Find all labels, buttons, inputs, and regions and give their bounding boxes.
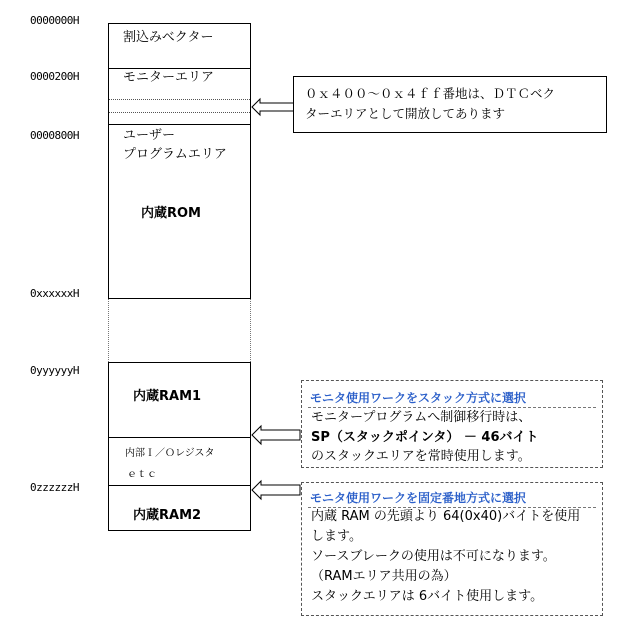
vector-area-label: 割込みベクター	[123, 30, 214, 45]
dotted-divider-dtc-top	[109, 99, 250, 100]
address-label-0000800: 0000800H	[30, 129, 79, 142]
address-label-zzzzzz: 0zzzzzzH	[30, 481, 79, 494]
fixed-method-box	[301, 482, 603, 616]
user-area-label-1: ユーザー	[123, 128, 176, 143]
address-label-0000000: 0000000H	[30, 14, 79, 27]
dtc-note-line-2: ターエリアとして開放してあります	[305, 106, 506, 121]
stack-method-box	[301, 380, 603, 468]
stack-method-line-2: SP（スタックポインタ） － 46バイト	[311, 430, 539, 445]
divider-io	[109, 437, 250, 438]
etc-label: ｅｔｃ	[127, 469, 157, 480]
fixed-method-line-1: 内蔵 RAM の先頭より 64(0x40)バイトを使用	[311, 509, 581, 524]
ram1-label: 内蔵RAM1	[133, 389, 202, 404]
dotted-divider-dtc-bottom	[109, 112, 250, 113]
unused-gap	[108, 299, 251, 362]
address-label-yyyyyy: 0yyyyyyH	[30, 364, 79, 377]
fixed-method-line-5: スタックエリアは 6バイト使用します。	[311, 589, 544, 604]
fixed-method-line-2: します。	[311, 529, 362, 544]
fixed-method-line-3: ソースブレークの使用は不可になります。	[311, 549, 556, 564]
fixed-method-line-4: （RAMエリア共用の為）	[311, 569, 457, 584]
stack-method-line-1: モニタープログラムへ制御移行時は、	[311, 410, 532, 425]
arrow-fixed	[250, 480, 302, 500]
stack-method-heading: モニタ使用ワークをスタック方式に選択	[310, 391, 527, 405]
user-area-label-2: プログラムエリア	[123, 147, 227, 162]
fixed-method-heading: モニタ使用ワークを固定番地方式に選択	[310, 491, 527, 505]
divider-ram-start	[109, 362, 250, 363]
stack-method-line-3: のスタックエリアを常時使用します。	[311, 449, 531, 464]
monitor-area-label: モニターエリア	[123, 70, 215, 85]
arrow-dtc	[250, 98, 296, 116]
memory-map	[108, 23, 251, 531]
divider-ram2	[109, 485, 250, 486]
dtc-note-box	[293, 76, 607, 133]
address-label-xxxxxx: 0xxxxxxH	[30, 287, 79, 300]
address-label-0000200: 0000200H	[30, 70, 79, 83]
arrow-stack	[250, 425, 302, 445]
rom-label: 内蔵ROM	[141, 206, 201, 221]
divider-monitor	[109, 124, 250, 125]
io-register-label: 内部Ｉ／Ｏレジスタ	[125, 448, 215, 459]
dtc-note-line-1: ０ｘ４００～０ｘ４ｆｆ番地は、ＤＴＣベク	[305, 86, 556, 101]
ram2-label: 内蔵RAM2	[133, 508, 202, 523]
